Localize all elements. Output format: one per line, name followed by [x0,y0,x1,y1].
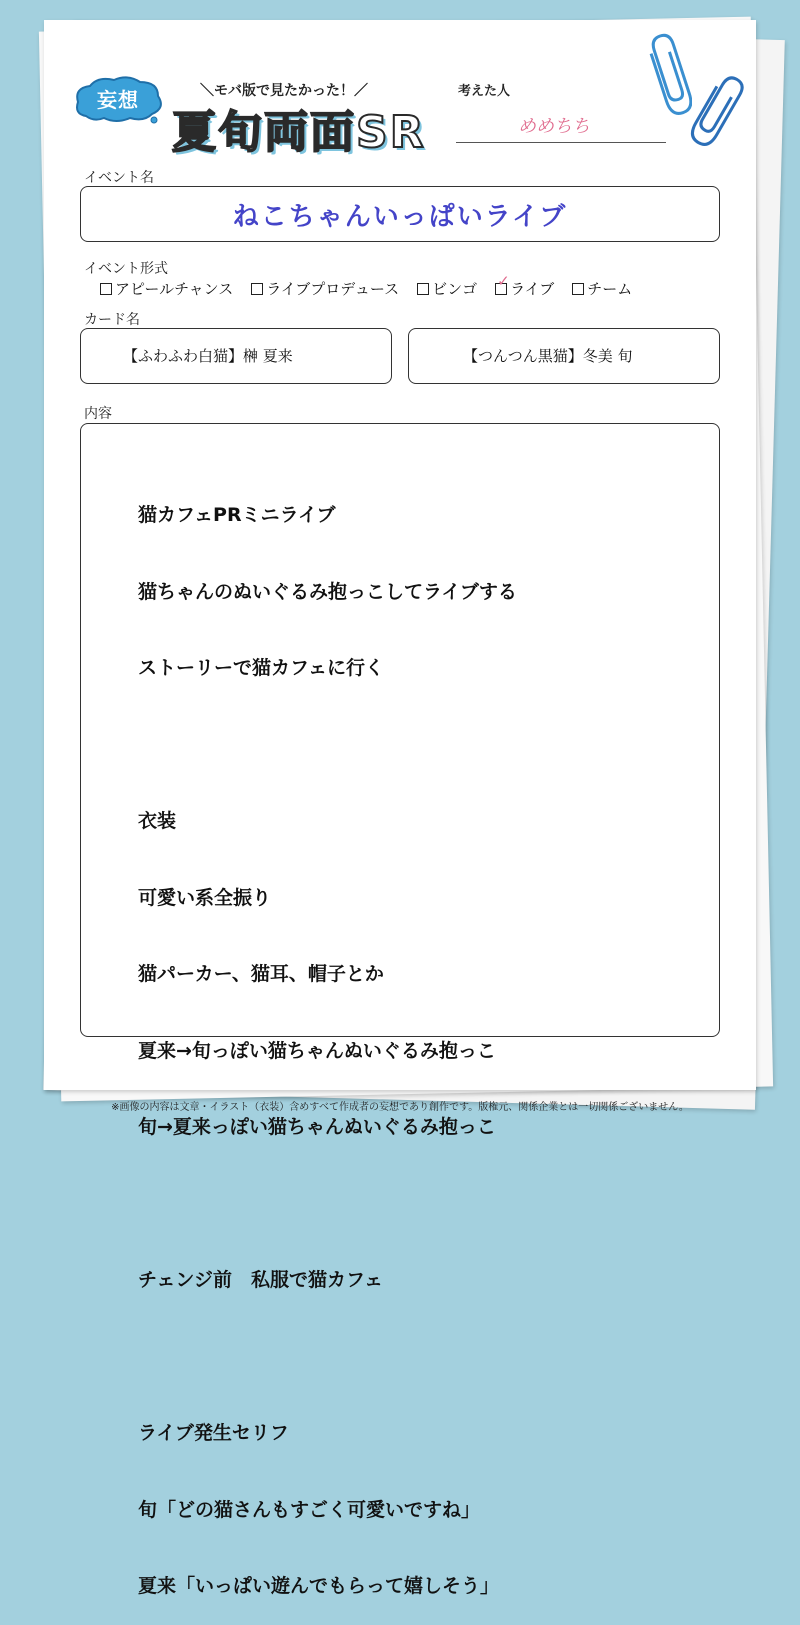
author-label: 考えた人 [458,84,511,99]
format-option-label: ライブプロデュース [266,280,400,298]
checkbox-icon[interactable] [572,283,584,295]
checkbox-icon[interactable] [100,283,112,295]
format-option[interactable] [100,278,233,299]
content-line [138,733,517,759]
format-option-label: アピールチャンス [115,280,234,298]
content-line: 可愛い系全振り [138,886,272,909]
content-line: 旬→夏来っぽい猫ちゃんぬいぐるみ抱っこ [138,1116,496,1138]
card-name-box [408,328,720,384]
author-name: めめちち [518,116,590,137]
format-option[interactable] [251,278,399,299]
subtitle: ＼モバ版で見たかった！／ [200,83,368,99]
content-line: ライブ発生セリフ [138,1422,289,1444]
content-line: ストーリーで猫カフェに行く [138,657,385,679]
format-option-label: チーム [587,280,633,298]
badge-label: 妄想 [97,88,139,112]
checkbox-icon[interactable] [251,283,263,295]
event-name-label: イベント名 [84,170,154,186]
event-format-options [100,272,633,299]
content-line [138,1192,517,1218]
checkmark-icon: ✓ [497,272,510,290]
content-line: 猫カフェPRミニライブ [138,504,336,526]
content-line: 旬「どの猫さんもすごく可愛いですね」 [138,1498,481,1521]
content-line: 夏来→旬っぽい猫ちゃんぬいぐるみ抱っこ [138,1039,496,1062]
paperclip-icon [690,72,750,162]
footer-disclaimer: ※画像の内容は文章・イラスト（衣装）含めすべて作成者の妄想であり創作です。版権元、関係企業とは一切関係ございません。 [111,1102,689,1113]
author-underline [456,142,666,143]
content-line: 猫パーカー、猫耳、帽子とか [138,963,384,985]
format-option[interactable] [572,278,632,299]
content-line [138,1345,517,1371]
content-line: 猫ちゃんのぬいぐるみ抱っこしてライブする [138,580,517,603]
event-name-value: ねこちゃんいっぱいライブ [232,201,568,232]
content-line: チェンジ前 私服で猫カフェ [138,1269,384,1291]
card-name-value: 【ふわふわ白猫】榊 夏来 [123,347,293,365]
event-format-label: イベント形式 [84,261,168,277]
format-option-label: ライブ [510,280,555,298]
content-line: 夏来「いっぱい遊んでもらって嬉しそう」 [138,1575,500,1597]
format-option[interactable] [495,272,555,299]
content-label: 内容 [84,406,112,422]
card-name-box [80,328,392,384]
format-option[interactable] [417,278,477,299]
checkbox-icon[interactable] [417,283,429,295]
paperclip-icon [642,30,692,130]
page-title: 夏旬両面SR [172,107,426,158]
content-text [138,452,517,1625]
format-option-label: ビンゴ [432,280,478,298]
card-name-label: カード名 [84,312,140,328]
content-line: 衣装 [138,810,177,832]
card-name-value: 【つんつん黒猫】冬美 旬 [463,347,633,365]
